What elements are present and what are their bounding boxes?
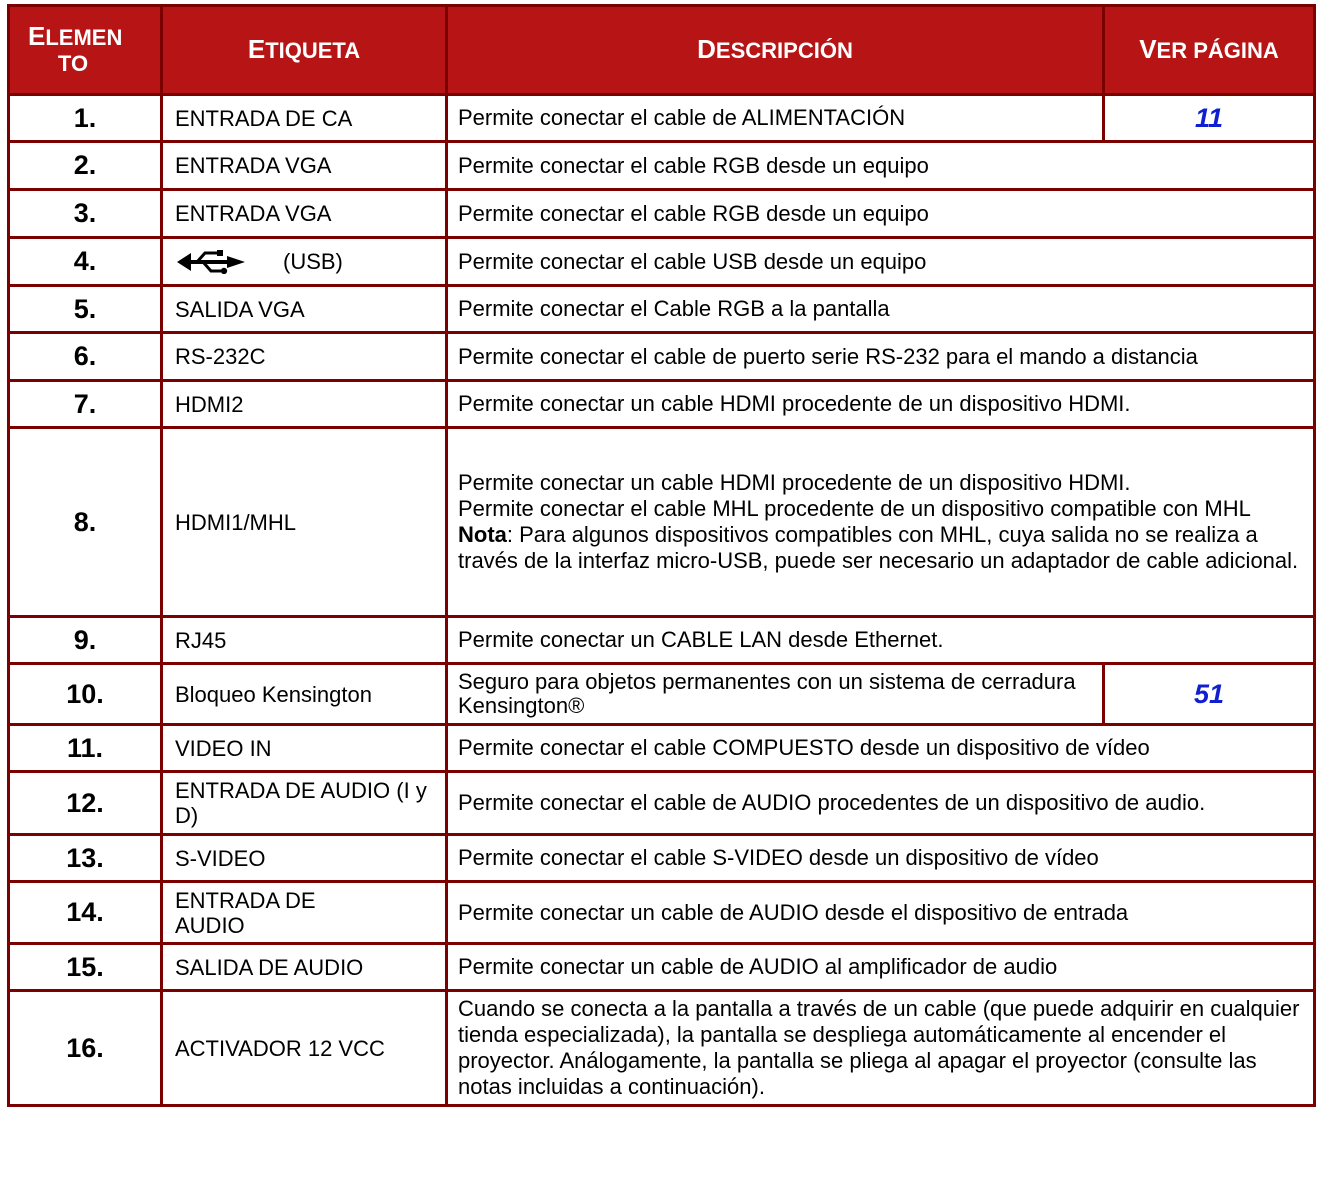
row-label [162, 238, 447, 286]
table-row [9, 95, 1315, 142]
row-label: ENTRADA DE AUDIO (I y D) [162, 772, 447, 835]
row-description: Cuando se conecta a la pantalla a través de un cable (que puede adquirir en cualquier tienda especializada), la pantalla se despliega automáticamente al encender el proyector. Análogamente, la pantalla se pliega al apagar el proyector (consulte las notas incluidas a continuación). [447, 991, 1315, 1106]
row-description: Permite conectar el cable de ALIMENTACIÓN [447, 95, 1104, 142]
row-description: Permite conectar el cable de AUDIO procedentes de un dispositivo de audio. [447, 772, 1315, 835]
row-number: 12. [9, 772, 162, 835]
row-number: 7. [9, 381, 162, 428]
row-number: 6. [9, 333, 162, 381]
row-label: VIDEO IN [162, 725, 447, 772]
table-row [9, 772, 1315, 835]
table-row [9, 238, 1315, 286]
row-description: Permite conectar un cable de AUDIO al amplificador de audio [447, 944, 1315, 991]
row-label: ACTIVADOR 12 VCC [162, 991, 447, 1106]
row-label: ENTRADA VGA [162, 142, 447, 190]
note-label: Nota [458, 522, 507, 547]
usb-icon [175, 250, 247, 274]
row-description: Seguro para objetos permanentes con un sistema de cerradura Kensington® [447, 664, 1104, 725]
table-row [9, 190, 1315, 238]
connector-table [7, 4, 1316, 1107]
row-label: RS-232C [162, 333, 447, 381]
table-row [9, 381, 1315, 428]
row-label: RJ45 [162, 617, 447, 664]
row-label: S-VIDEO [162, 835, 447, 882]
row-number: 10. [9, 664, 162, 725]
table-row [9, 664, 1315, 725]
header-etiqueta: ETIQUETA [162, 6, 447, 95]
table-row [9, 286, 1315, 333]
row-number: 9. [9, 617, 162, 664]
note-paragraph [458, 522, 1307, 574]
usb-label: (USB) [283, 249, 343, 274]
row-description [447, 428, 1315, 617]
row-description: Permite conectar el cable COMPUESTO desde un dispositivo de vídeo [447, 725, 1315, 772]
row-number: 1. [9, 95, 162, 142]
row-number: 15. [9, 944, 162, 991]
row-number: 5. [9, 286, 162, 333]
row-label: ENTRADA VGA [162, 190, 447, 238]
row-description: Permite conectar el cable USB desde un equipo [447, 238, 1315, 286]
row-number: 13. [9, 835, 162, 882]
table-row [9, 142, 1315, 190]
row-description: Permite conectar el cable de puerto serie RS-232 para el mando a distancia [447, 333, 1315, 381]
row-number: 3. [9, 190, 162, 238]
row-description: Permite conectar el Cable RGB a la pantalla [447, 286, 1315, 333]
row-description: Permite conectar el cable RGB desde un equipo [447, 190, 1315, 238]
row-number: 4. [9, 238, 162, 286]
table-row [9, 725, 1315, 772]
table-row [9, 333, 1315, 381]
row-description: Permite conectar un cable de AUDIO desde el dispositivo de entrada [447, 882, 1315, 944]
row-description: Permite conectar el cable S-VIDEO desde un dispositivo de vídeo [447, 835, 1315, 882]
row-label: SALIDA DE AUDIO [162, 944, 447, 991]
header-elemento: ELEMEN TO [9, 6, 162, 95]
page-link[interactable]: 51 [1104, 664, 1315, 725]
description-line: Permite conectar un cable HDMI procedente de un dispositivo HDMI. [458, 470, 1131, 495]
row-number: 11. [9, 725, 162, 772]
note-text: : Para algunos dispositivos compatibles con MHL, cuya salida no se realiza a través de la interfaz micro-USB, puede ser necesario un adaptador de cable adicional. [458, 522, 1299, 573]
header-descripcion: DESCRIPCIÓN [447, 6, 1104, 95]
table-row [9, 882, 1315, 944]
header-ver-pagina: VER PÁGINA [1104, 6, 1315, 95]
row-label: HDMI2 [162, 381, 447, 428]
page-link[interactable]: 11 [1104, 95, 1315, 142]
row-number: 16. [9, 991, 162, 1106]
row-description: Permite conectar un cable HDMI procedente de un dispositivo HDMI. [447, 381, 1315, 428]
table-header-row [9, 6, 1315, 95]
row-description: Permite conectar un CABLE LAN desde Ethernet. [447, 617, 1315, 664]
table-row [9, 835, 1315, 882]
table-row [9, 944, 1315, 991]
row-label: HDMI1/MHL [162, 428, 447, 617]
row-description: Permite conectar el cable RGB desde un equipo [447, 142, 1315, 190]
table-row [9, 428, 1315, 617]
row-number: 14. [9, 882, 162, 944]
table-row [9, 991, 1315, 1106]
row-number: 8. [9, 428, 162, 617]
description-line: Permite conectar el cable MHL procedente de un dispositivo compatible con MHL [458, 496, 1251, 521]
row-number: 2. [9, 142, 162, 190]
row-label: SALIDA VGA [162, 286, 447, 333]
table-row [9, 617, 1315, 664]
row-label: ENTRADA DE AUDIO [162, 882, 447, 944]
row-label: ENTRADA DE CA [162, 95, 447, 142]
row-label: Bloqueo Kensington [162, 664, 447, 725]
